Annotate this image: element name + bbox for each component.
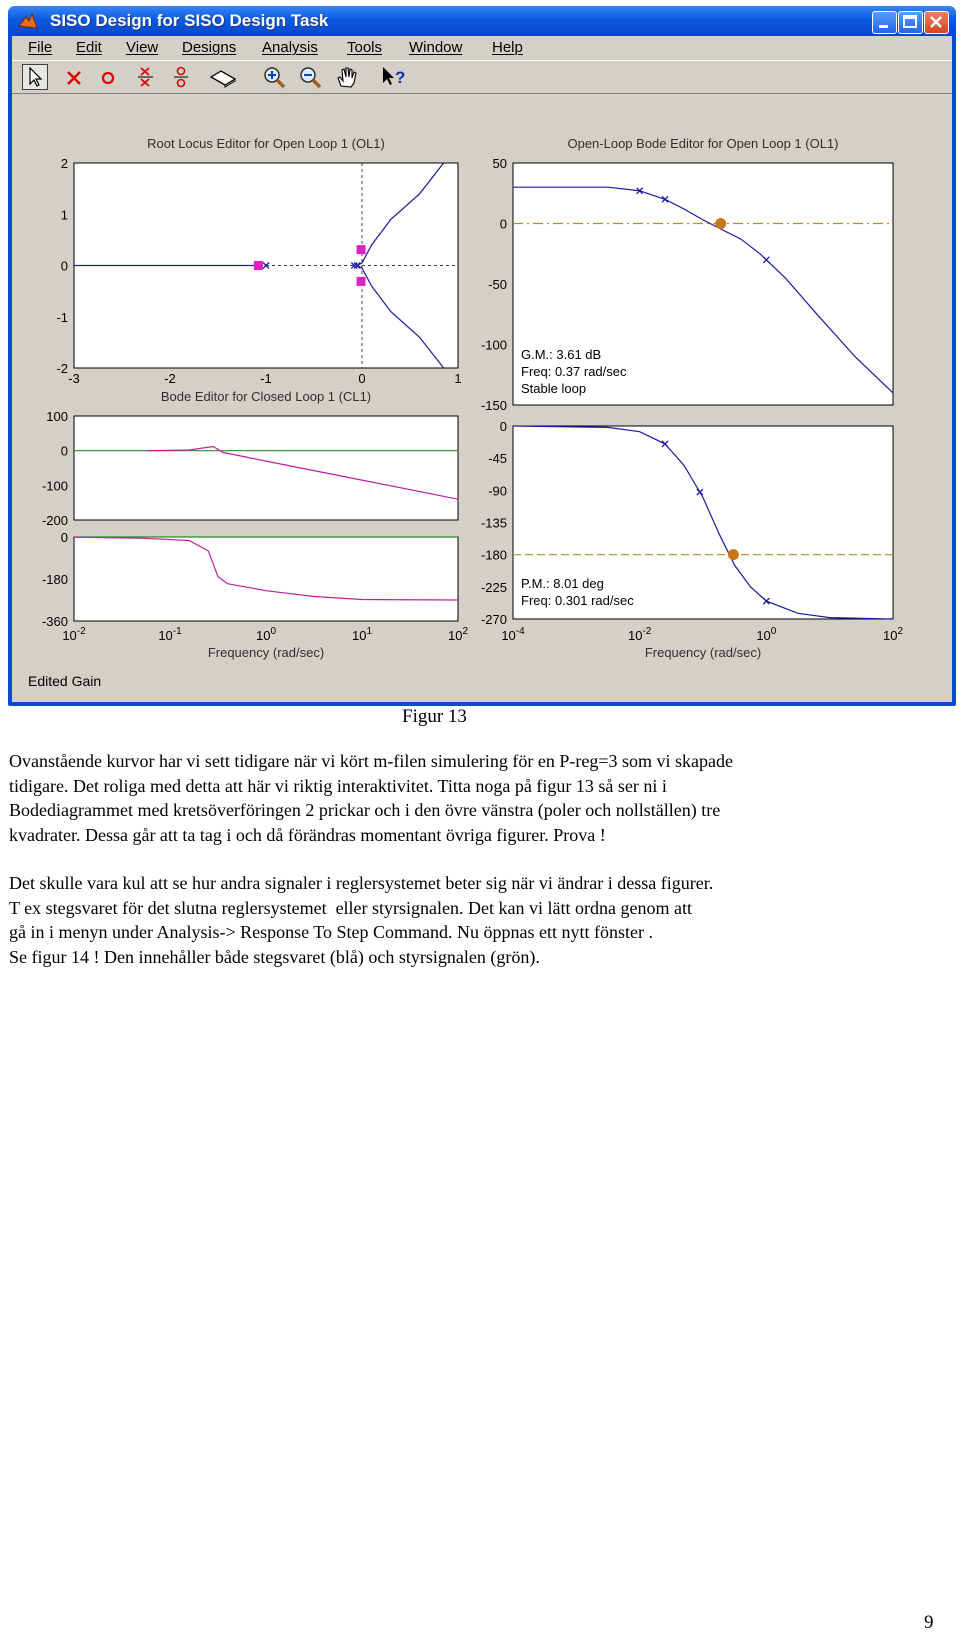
select-arrow-icon: [23, 65, 47, 89]
zoom-out-button[interactable]: [298, 65, 322, 89]
cl-phase-axes: [74, 537, 458, 621]
eraser-icon: [208, 65, 238, 89]
menu-tools[interactable]: Tools: [347, 39, 383, 56]
paragraph-1: Ovanstående kurvor har vi sett tidigare när vi kört m-filen simulering för en P-reg=3 som vi skapade tidigare. Det roliga med detta att här vi riktig interaktivitet. Titta noga på figur 13 så ser ni i Bodediagrammet med kretsöverföringen 2 prickar och i den övre vänstra (poler och nollställen) tre kvadrater. Dessa går att ta tag i och då förändras momentant övriga figurer. Prova !: [9, 751, 733, 845]
add-complex-pole-button[interactable]: [134, 65, 158, 89]
close-icon: [925, 12, 948, 33]
cl-xtick-4: [448, 626, 468, 643]
menu-edit[interactable]: Edit: [76, 39, 102, 56]
ol-phase-ytick-6: -270: [480, 612, 507, 627]
maximize-button[interactable]: [898, 11, 923, 34]
pan-button[interactable]: [334, 65, 358, 89]
rl-ytick-3: -1: [56, 309, 68, 325]
add-complex-zero-icon: [170, 65, 194, 89]
cl-phase-ytick-0: 0: [60, 530, 68, 545]
menu-designs[interactable]: Designs: [182, 39, 237, 56]
menu-analysis[interactable]: Analysis: [262, 39, 318, 56]
menu-window[interactable]: Window: [409, 39, 463, 56]
cl-xlabel: Frequency (rad/sec): [207, 645, 325, 660]
cl-phase-ytick-2: -360: [41, 614, 68, 629]
select-button[interactable]: [22, 64, 48, 90]
ol-phase-ytick-1: -45: [488, 451, 507, 467]
ol-phase-annotation-0: P.M.: 8.01 deg: [521, 576, 604, 591]
ol-phase-ytick-3: -135: [480, 515, 507, 531]
svg-text:100: $10^0$: [756, 626, 777, 643]
siso-design-window: [8, 6, 956, 706]
rl-xtick-3: 0: [358, 371, 366, 386]
ol-phase-ytick-4: -180: [480, 547, 507, 563]
menu-help[interactable]: Help: [492, 39, 523, 56]
closed-loop-pole-2: [357, 277, 366, 286]
ol-mag-annotation-2: Stable loop: [521, 381, 587, 396]
rl-xtick-0: -3: [68, 371, 80, 386]
minimize-icon: [873, 12, 896, 33]
root-locus-title: Root Locus Editor for Open Loop 1 (OL1): [147, 136, 385, 151]
rl-ytick-1: 1: [60, 207, 68, 223]
rl-ytick-2: 0: [60, 258, 68, 274]
status-text: Edited Gain: [28, 673, 102, 689]
gain-crossover-marker: [715, 218, 726, 229]
add-pole-icon: [62, 65, 86, 89]
cl-mag-ytick-3: -200: [41, 513, 68, 528]
cl-mag-ytick-0: 100: [46, 409, 68, 424]
window-client: [12, 36, 952, 702]
svg-text:102: $10^2$: [882, 626, 904, 643]
ol-mag-ytick-2: -50: [488, 277, 507, 292]
cl-magnitude-axes: [74, 416, 458, 520]
matlab-icon: [18, 12, 38, 30]
close-button[interactable]: [924, 11, 949, 34]
add-zero-button[interactable]: [96, 65, 120, 89]
ol-xtick-0: [501, 626, 525, 643]
add-pole-button[interactable]: [62, 65, 86, 89]
phase-margin-marker: [728, 549, 739, 560]
ol-xlabel: Frequency (rad/sec): [644, 645, 762, 660]
cl-xtick-1: [158, 626, 182, 643]
menu-bar: [12, 36, 952, 58]
whats-this-icon: [380, 65, 408, 89]
svg-text:100: $10^0$: [255, 626, 277, 643]
closed-loop-pole-1: [357, 245, 366, 254]
cl-phase-ytick-1: -180: [41, 572, 68, 587]
toolbar: [12, 60, 952, 94]
cl-mag-ytick-1: 0: [60, 443, 68, 459]
ol-bode-title: Open-Loop Bode Editor for Open Loop 1 (OL1): [567, 136, 839, 151]
figure-caption: Figur 13: [402, 706, 467, 727]
svg-text:10-4: $10^{-4}$: [501, 626, 525, 643]
ol-mag-ytick-1: 0: [499, 216, 507, 232]
svg-text:?: ?: [395, 68, 406, 87]
cl-xtick-3: [352, 626, 372, 643]
page-number: 9: [924, 1612, 934, 1633]
pan-hand-icon: [334, 65, 360, 89]
ol-xtick-2: [756, 626, 776, 643]
ol-phase-ytick-2: -90: [488, 483, 507, 499]
eraser-button[interactable]: [208, 65, 232, 89]
add-complex-pole-icon: [134, 65, 158, 89]
rl-xtick-4: 1: [454, 371, 462, 386]
paragraph-2: Det skulle vara kul att se hur andra signaler i reglersystemet beter sig när vi ändrar i dessa figurer. T ex stegsvaret för det slutna reglersystemet eller styrsignalen. Det kan vi lätt ordna genom att gå in i menyn under Analysis-> Response To Step Command. Nu öppnas ett nytt fönster . Se figur 14 ! Den innehåller både stegsvaret (blå) och styrsignalen (grön).: [9, 873, 714, 967]
svg-text:10-1: $10^{-1}$: [158, 626, 182, 643]
ol-mag-annotation-1: Freq: 0.37 rad/sec: [521, 364, 627, 379]
menu-file[interactable]: File: [28, 39, 53, 56]
rl-ytick-0: 2: [60, 156, 68, 171]
cl-xtick-2: [256, 626, 276, 643]
plot-area: [16, 96, 948, 672]
svg-text:10-2: $10^{-2}$: [627, 626, 652, 643]
cl-xtick-0: [62, 626, 86, 643]
ol-phase-ytick-5: -225: [480, 579, 507, 595]
cl-bode-title: Bode Editor for Closed Loop 1 (CL1): [160, 389, 372, 404]
svg-text:10-2: $10^{-2}$: [62, 626, 86, 643]
ol-mag-ytick-4: -150: [480, 398, 507, 413]
svg-text:101: $10^1$: [351, 626, 373, 643]
minimize-button[interactable]: [872, 11, 897, 34]
zoom-in-button[interactable]: [262, 65, 286, 89]
rl-xtick-2: -1: [260, 371, 272, 386]
svg-text:102: $10^2$: [447, 626, 469, 643]
ol-mag-ytick-3: -100: [480, 337, 507, 353]
ol-phase-annotation-1: Freq: 0.301 rad/sec: [521, 593, 634, 608]
window-title: SISO Design for SISO Design Task: [50, 11, 329, 30]
zoom-in-icon: [262, 65, 288, 89]
maximize-icon: [899, 12, 922, 33]
cl-mag-ytick-2: -100: [41, 478, 68, 494]
whats-this-button[interactable]: [380, 65, 404, 89]
ol-xtick-1: [628, 626, 652, 643]
closed-loop-pole-0: [254, 261, 263, 270]
ol-xtick-3: [883, 626, 903, 643]
title-bar: [8, 6, 956, 36]
rl-ytick-4: -2: [56, 361, 68, 376]
add-complex-zero-button[interactable]: [170, 65, 194, 89]
zoom-out-icon: [298, 65, 324, 89]
ol-phase-ytick-0: 0: [499, 419, 507, 434]
rl-xtick-1: -2: [164, 371, 176, 386]
ol-mag-ytick-0: 50: [492, 156, 507, 171]
menu-view[interactable]: View: [126, 39, 159, 56]
ol-mag-annotation-0: G.M.: 3.61 dB: [521, 347, 602, 362]
add-zero-icon: [96, 65, 120, 89]
